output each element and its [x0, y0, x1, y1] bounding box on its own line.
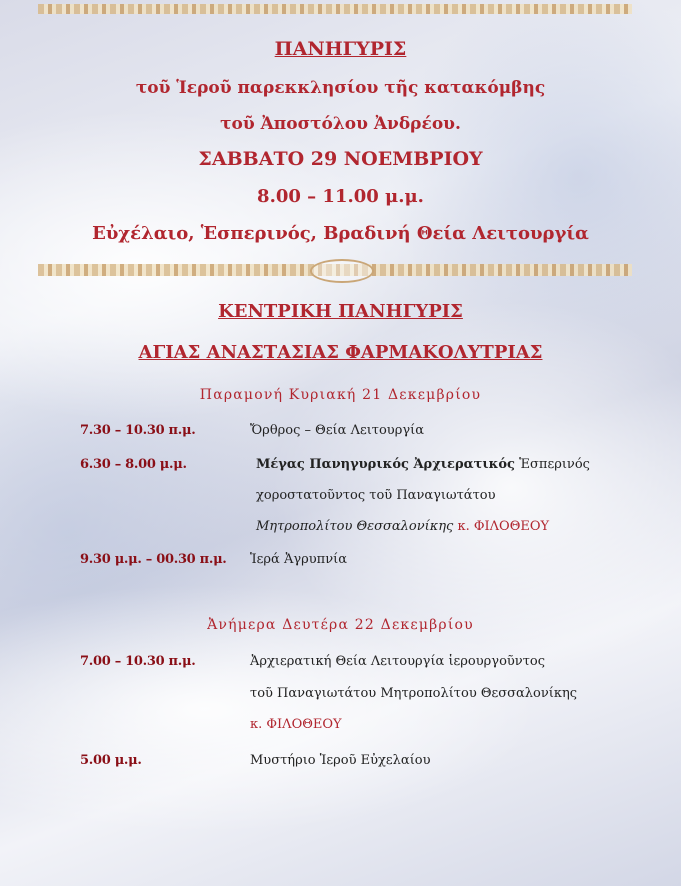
saint-anastasia-heading: ΑΓΙΑΣ ΑΝΑΣΤΑΣΙΑΣ ΦΑΡΜΑΚΟΛΥΤΡΙΑΣ [138, 342, 543, 363]
panigyris-title: ΠΑΝΗΓΥΡΙΣ [274, 38, 407, 60]
day1-event3-time: 9.30 μ.μ. – 00.30 π.μ. [80, 552, 227, 567]
day1-event2-line2: χοροστατοῦντος τοῦ Παναγιωτάτου [256, 488, 496, 503]
day1-event1-time: 7.30 – 10.30 π.μ. [80, 423, 196, 438]
day2-event1-line1: Ἀρχιερατική Θεία Λειτουργία ἱερουργοῦντος [250, 654, 546, 669]
saturday-services: Εὐχέλαιο, Ἑσπερινός, Βραδινή Θεία Λειτουργία [92, 223, 589, 244]
day1-event2-metropolitan: Μητροπολίτου Θεσσαλονίκης [256, 519, 454, 534]
day1-event2-time: 6.30 – 8.00 μ.μ. [80, 457, 187, 472]
apostle-line: τοῦ Ἀποστόλου Ἀνδρέου. [220, 114, 461, 134]
day1-event2-name: κ. ΦΙΛΟΘΕΟΥ [457, 519, 550, 534]
central-feast-heading: ΚΕΝΤΡΙΚΗ ΠΑΝΗΓΥΡΙΣ [218, 301, 463, 322]
day2-event2-time: 5.00 μ.μ. [80, 753, 142, 768]
day2-event2-desc: Μυστήριο Ἱεροῦ Εὐχελαίου [250, 753, 431, 768]
day2-event1-name: κ. ΦΙΛΟΘΕΟΥ [250, 717, 342, 732]
day1-event2-rest: Ἑσπερινός [514, 457, 590, 472]
middle-ornament-divider [38, 264, 632, 276]
day1-event2-line1 [256, 457, 590, 472]
chapel-line: τοῦ Ἱεροῦ παρεκκλησίου τῆς κατακόμβης [135, 78, 546, 98]
top-ornament-border [38, 4, 632, 14]
day1-title: Παραμονή Κυριακή 21 Δεκεμβρίου [199, 387, 482, 403]
saturday-time: 8.00 – 11.00 μ.μ. [257, 186, 424, 207]
day1-event2-bold: Μέγας Πανηγυρικός Ἀρχιερατικός [256, 457, 515, 472]
day1-event3-desc: Ἱερά Ἀγρυπνία [250, 552, 347, 567]
day2-event1-time: 7.00 – 10.30 π.μ. [80, 654, 196, 669]
saturday-date: ΣΑΒΒΑΤΟ 29 ΝΟΕΜΒΡΙΟΥ [198, 148, 483, 170]
day1-event2-line3 [256, 519, 549, 534]
day2-event1-line2: τοῦ Παναγιωτάτου Μητροπολίτου Θεσσαλονίκης [250, 686, 578, 701]
day1-event1-desc: Ὄρθρος – Θεία Λειτουργία [250, 423, 424, 438]
ornament-scroll-icon [310, 259, 374, 283]
day2-title: Ἀνήμερα Δευτέρα 22 Δεκεμβρίου [207, 617, 474, 633]
